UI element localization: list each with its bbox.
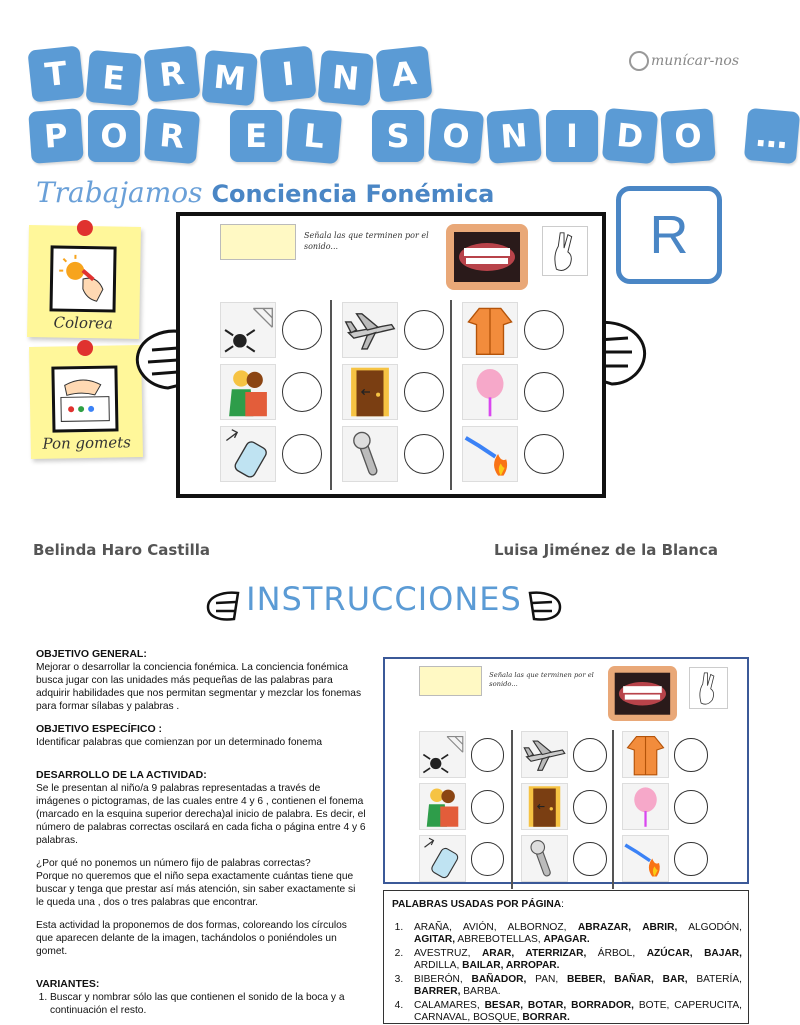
words-title: PALABRAS USADAS POR PÁGINA bbox=[392, 899, 561, 910]
title-letter-tile: D bbox=[602, 108, 658, 164]
word-list-item bbox=[406, 922, 742, 947]
bottle-icon bbox=[220, 426, 276, 482]
column-divider bbox=[450, 300, 452, 490]
objetivo-general-body: Mejorar o desarrollar la conciencia fonémica. La conciencia fonémica busca jugar con las unidades más pequeñas de las palabras para adquirir habilidades que nos permitan segmentar y mezclar los fonemas para formar sílabas y palabras . bbox=[36, 661, 366, 713]
words-list bbox=[406, 922, 742, 1025]
hug-icon bbox=[220, 364, 276, 420]
title-letter-tile: R bbox=[143, 45, 200, 102]
word: CALAMARES, bbox=[414, 1000, 485, 1011]
answer-circle[interactable] bbox=[282, 434, 322, 474]
bathrobe-icon bbox=[462, 302, 518, 358]
title-line-1 bbox=[30, 48, 430, 100]
formas-body: Esta actividad la proponemos de dos formas, coloreando los círculos que aparecen delante de la imagen, tachándolos o poniéndoles un gomet. bbox=[36, 919, 366, 958]
word-ending-match: BESAR, BOTAR, BORRADOR, bbox=[485, 1000, 634, 1011]
title-letter-tile: E bbox=[85, 50, 141, 106]
glove-pointing-left-icon bbox=[526, 589, 564, 623]
worksheet-preview bbox=[383, 657, 749, 884]
answer-circle[interactable] bbox=[674, 790, 708, 824]
instructions-text bbox=[36, 648, 366, 1017]
title-letter-tile: M bbox=[201, 50, 257, 106]
cotton-candy-icon bbox=[462, 364, 518, 420]
word-ending-match: AZÚCAR, BAJAR, bbox=[647, 948, 742, 959]
extinguish-fire-icon bbox=[622, 835, 669, 882]
mouth-photo bbox=[446, 224, 528, 290]
word-list-item bbox=[406, 974, 742, 999]
words-used-box bbox=[383, 890, 749, 1024]
comunicar-nos-logo: munícar-nos bbox=[624, 44, 744, 78]
word-list-item bbox=[406, 948, 742, 973]
title-letter-tile: N bbox=[486, 108, 542, 164]
worksheet-board bbox=[176, 212, 606, 498]
word: ARAÑA, AVIÓN, ALBORNOZ, bbox=[414, 922, 578, 933]
objetivo-especifico-title: OBJETIVO ESPECÍFICO : bbox=[36, 723, 366, 736]
answer-circle[interactable] bbox=[404, 434, 444, 474]
instructions-heading bbox=[0, 580, 768, 623]
title-letter-tile bbox=[202, 109, 226, 162]
answer-circle[interactable] bbox=[471, 842, 505, 876]
answer-circle[interactable] bbox=[404, 310, 444, 350]
header-stickies-thumbnail bbox=[419, 666, 483, 696]
subtitle-part1: Trabajamos bbox=[36, 176, 203, 209]
desarrollo-body: Se le presentan al niño/a 9 palabras representadas a través de imágenes o pictogramas, de las cuales entre 4 y 6 , contienen el fonema (marcado en la esquina superior derecha)al inicio de palabra. Es decir, el número de palabras correctas oscilará en cada ficha o página entre 4 y 6 palabras. bbox=[36, 782, 366, 847]
words-title-colon: : bbox=[561, 899, 564, 910]
mouth-photo bbox=[608, 666, 677, 721]
answer-circle[interactable] bbox=[674, 738, 708, 772]
cotton-candy-icon bbox=[622, 783, 669, 830]
title-letter-tile bbox=[344, 109, 368, 162]
title-letter-tile: N bbox=[317, 50, 373, 106]
title-letter-tile: P bbox=[28, 108, 84, 164]
bottle-opener-icon bbox=[342, 426, 398, 482]
target-letter: R bbox=[650, 204, 689, 266]
board-instruction: Señala las que terminen por el sonido... bbox=[489, 671, 607, 689]
word-ending-match: AGITAR, bbox=[414, 934, 455, 945]
target-letter-box bbox=[616, 186, 722, 284]
author-right: Luisa Jiménez de la Blanca bbox=[494, 541, 718, 559]
subtitle bbox=[36, 176, 494, 209]
answer-circle[interactable] bbox=[573, 738, 607, 772]
airplane-icon bbox=[521, 731, 568, 778]
spider-web-icon bbox=[419, 731, 466, 778]
word-ending-match: BAILAR, ARROPAR. bbox=[462, 960, 559, 971]
title-letter-tile: T bbox=[27, 45, 84, 102]
crossed-fingers-icon bbox=[689, 667, 728, 709]
title-letter-tile: R bbox=[144, 108, 200, 164]
word: ALGODÓN, bbox=[677, 922, 742, 933]
answer-circle[interactable] bbox=[674, 842, 708, 876]
sticky-pon-gomets bbox=[29, 345, 143, 459]
answer-circle[interactable] bbox=[282, 372, 322, 412]
spider-web-icon bbox=[220, 302, 276, 358]
author-left: Belinda Haro Castilla bbox=[33, 541, 210, 559]
objetivo-general-title: OBJETIVO GENERAL: bbox=[36, 648, 366, 661]
word-list-item bbox=[406, 1000, 742, 1025]
answer-circle[interactable] bbox=[573, 842, 607, 876]
column-divider bbox=[511, 730, 513, 890]
sticky-colorea bbox=[27, 225, 141, 339]
porque-question: ¿Por qué no ponemos un número fijo de palabras correctas? bbox=[36, 857, 366, 870]
title-letter-tile bbox=[720, 110, 740, 162]
crossed-fingers-icon bbox=[542, 226, 588, 276]
sticker-hand-icon bbox=[51, 365, 118, 432]
title-letter-tile: O bbox=[660, 108, 716, 164]
answer-circle[interactable] bbox=[524, 434, 564, 474]
variantes-list bbox=[50, 991, 366, 1017]
door-icon bbox=[521, 783, 568, 830]
instructions-title: INSTRUCCIONES bbox=[246, 580, 522, 618]
word-ending-match: BAÑADOR, bbox=[471, 974, 526, 985]
word-ending-match: BORRAR. bbox=[522, 1012, 570, 1023]
column-divider bbox=[612, 730, 614, 890]
sticky-label: Pon gomets bbox=[31, 433, 143, 453]
word: BATERÍA, bbox=[688, 974, 742, 985]
column-divider bbox=[330, 300, 332, 490]
extinguish-fire-icon bbox=[462, 426, 518, 482]
title-letter-tile: O bbox=[88, 110, 140, 162]
variante-item: 1. Buscar y nombrar sólo las que contienen el sonido de la boca y a continuación el resto. bbox=[50, 991, 366, 1017]
variantes-title: VARIANTES: bbox=[36, 978, 366, 991]
desarrollo-title: DESARROLLO DE LA ACTIVIDAD: bbox=[36, 769, 366, 782]
title-letter-tile: S bbox=[372, 110, 424, 162]
answer-circle[interactable] bbox=[404, 372, 444, 412]
answer-circle[interactable] bbox=[524, 310, 564, 350]
door-icon bbox=[342, 364, 398, 420]
hug-icon bbox=[419, 783, 466, 830]
word: BARBA. bbox=[460, 986, 500, 997]
subtitle-part2: Conciencia Fonémica bbox=[211, 180, 494, 208]
answer-circle[interactable] bbox=[471, 738, 505, 772]
objetivo-especifico-body: Identificar palabras que comienzan por un determinado fonema bbox=[36, 736, 366, 749]
bathrobe-icon bbox=[622, 731, 669, 778]
title-line-2 bbox=[30, 110, 798, 162]
pushpin-icon bbox=[77, 340, 93, 356]
airplane-icon bbox=[342, 302, 398, 358]
word-ending-match: ABRAZAR, ABRIR, bbox=[578, 922, 677, 933]
board-instruction: Señala las que terminen por el sonido... bbox=[304, 230, 444, 252]
title-letter-tile: E bbox=[230, 110, 282, 162]
answer-circle[interactable] bbox=[524, 372, 564, 412]
word: BOTE, CAPERUCITA, CARNAVAL, BOSQUE, bbox=[414, 1000, 742, 1024]
bottle-opener-icon bbox=[521, 835, 568, 882]
word: ARDILLA, bbox=[414, 960, 462, 971]
coloring-hand-icon bbox=[49, 245, 116, 312]
answer-circle[interactable] bbox=[471, 790, 505, 824]
answer-circle[interactable] bbox=[573, 790, 607, 824]
logo-ring-icon bbox=[629, 51, 649, 71]
bottle-icon bbox=[419, 835, 466, 882]
word-ending-match: APAGAR. bbox=[543, 934, 589, 945]
title-letter-tile: I bbox=[546, 110, 598, 162]
word: PAN, bbox=[526, 974, 567, 985]
title-letter-tile: L bbox=[286, 108, 342, 164]
title-letter-tile: I bbox=[259, 45, 316, 102]
pushpin-icon bbox=[77, 220, 93, 236]
header-stickies-thumbnail bbox=[220, 224, 296, 260]
sticky-label: Colorea bbox=[27, 313, 139, 333]
word-ending-match: BEBER, BAÑAR, BAR, bbox=[567, 974, 688, 985]
word: ÁRBOL, bbox=[586, 948, 646, 959]
word: AVESTRUZ, bbox=[414, 948, 482, 959]
word: BIBERÓN, bbox=[414, 974, 471, 985]
glove-pointing-right-icon bbox=[204, 589, 242, 623]
word-ending-match: BARRER, bbox=[414, 986, 460, 997]
word-ending-match: ARAR, ATERRIZAR, bbox=[482, 948, 586, 959]
answer-circle[interactable] bbox=[282, 310, 322, 350]
word: ABREBOTELLAS, bbox=[455, 934, 543, 945]
title-letter-tile: A bbox=[375, 45, 432, 102]
porque-answer: Porque no queremos que el niño sepa exactamente cuántas tiene que buscar y tenga que prestar así más atención, sin saber exactamente si le queda una , dos o tres palabras que encontrar. bbox=[36, 870, 366, 909]
title-letter-tile: … bbox=[744, 108, 800, 164]
title-letter-tile: O bbox=[428, 108, 484, 164]
